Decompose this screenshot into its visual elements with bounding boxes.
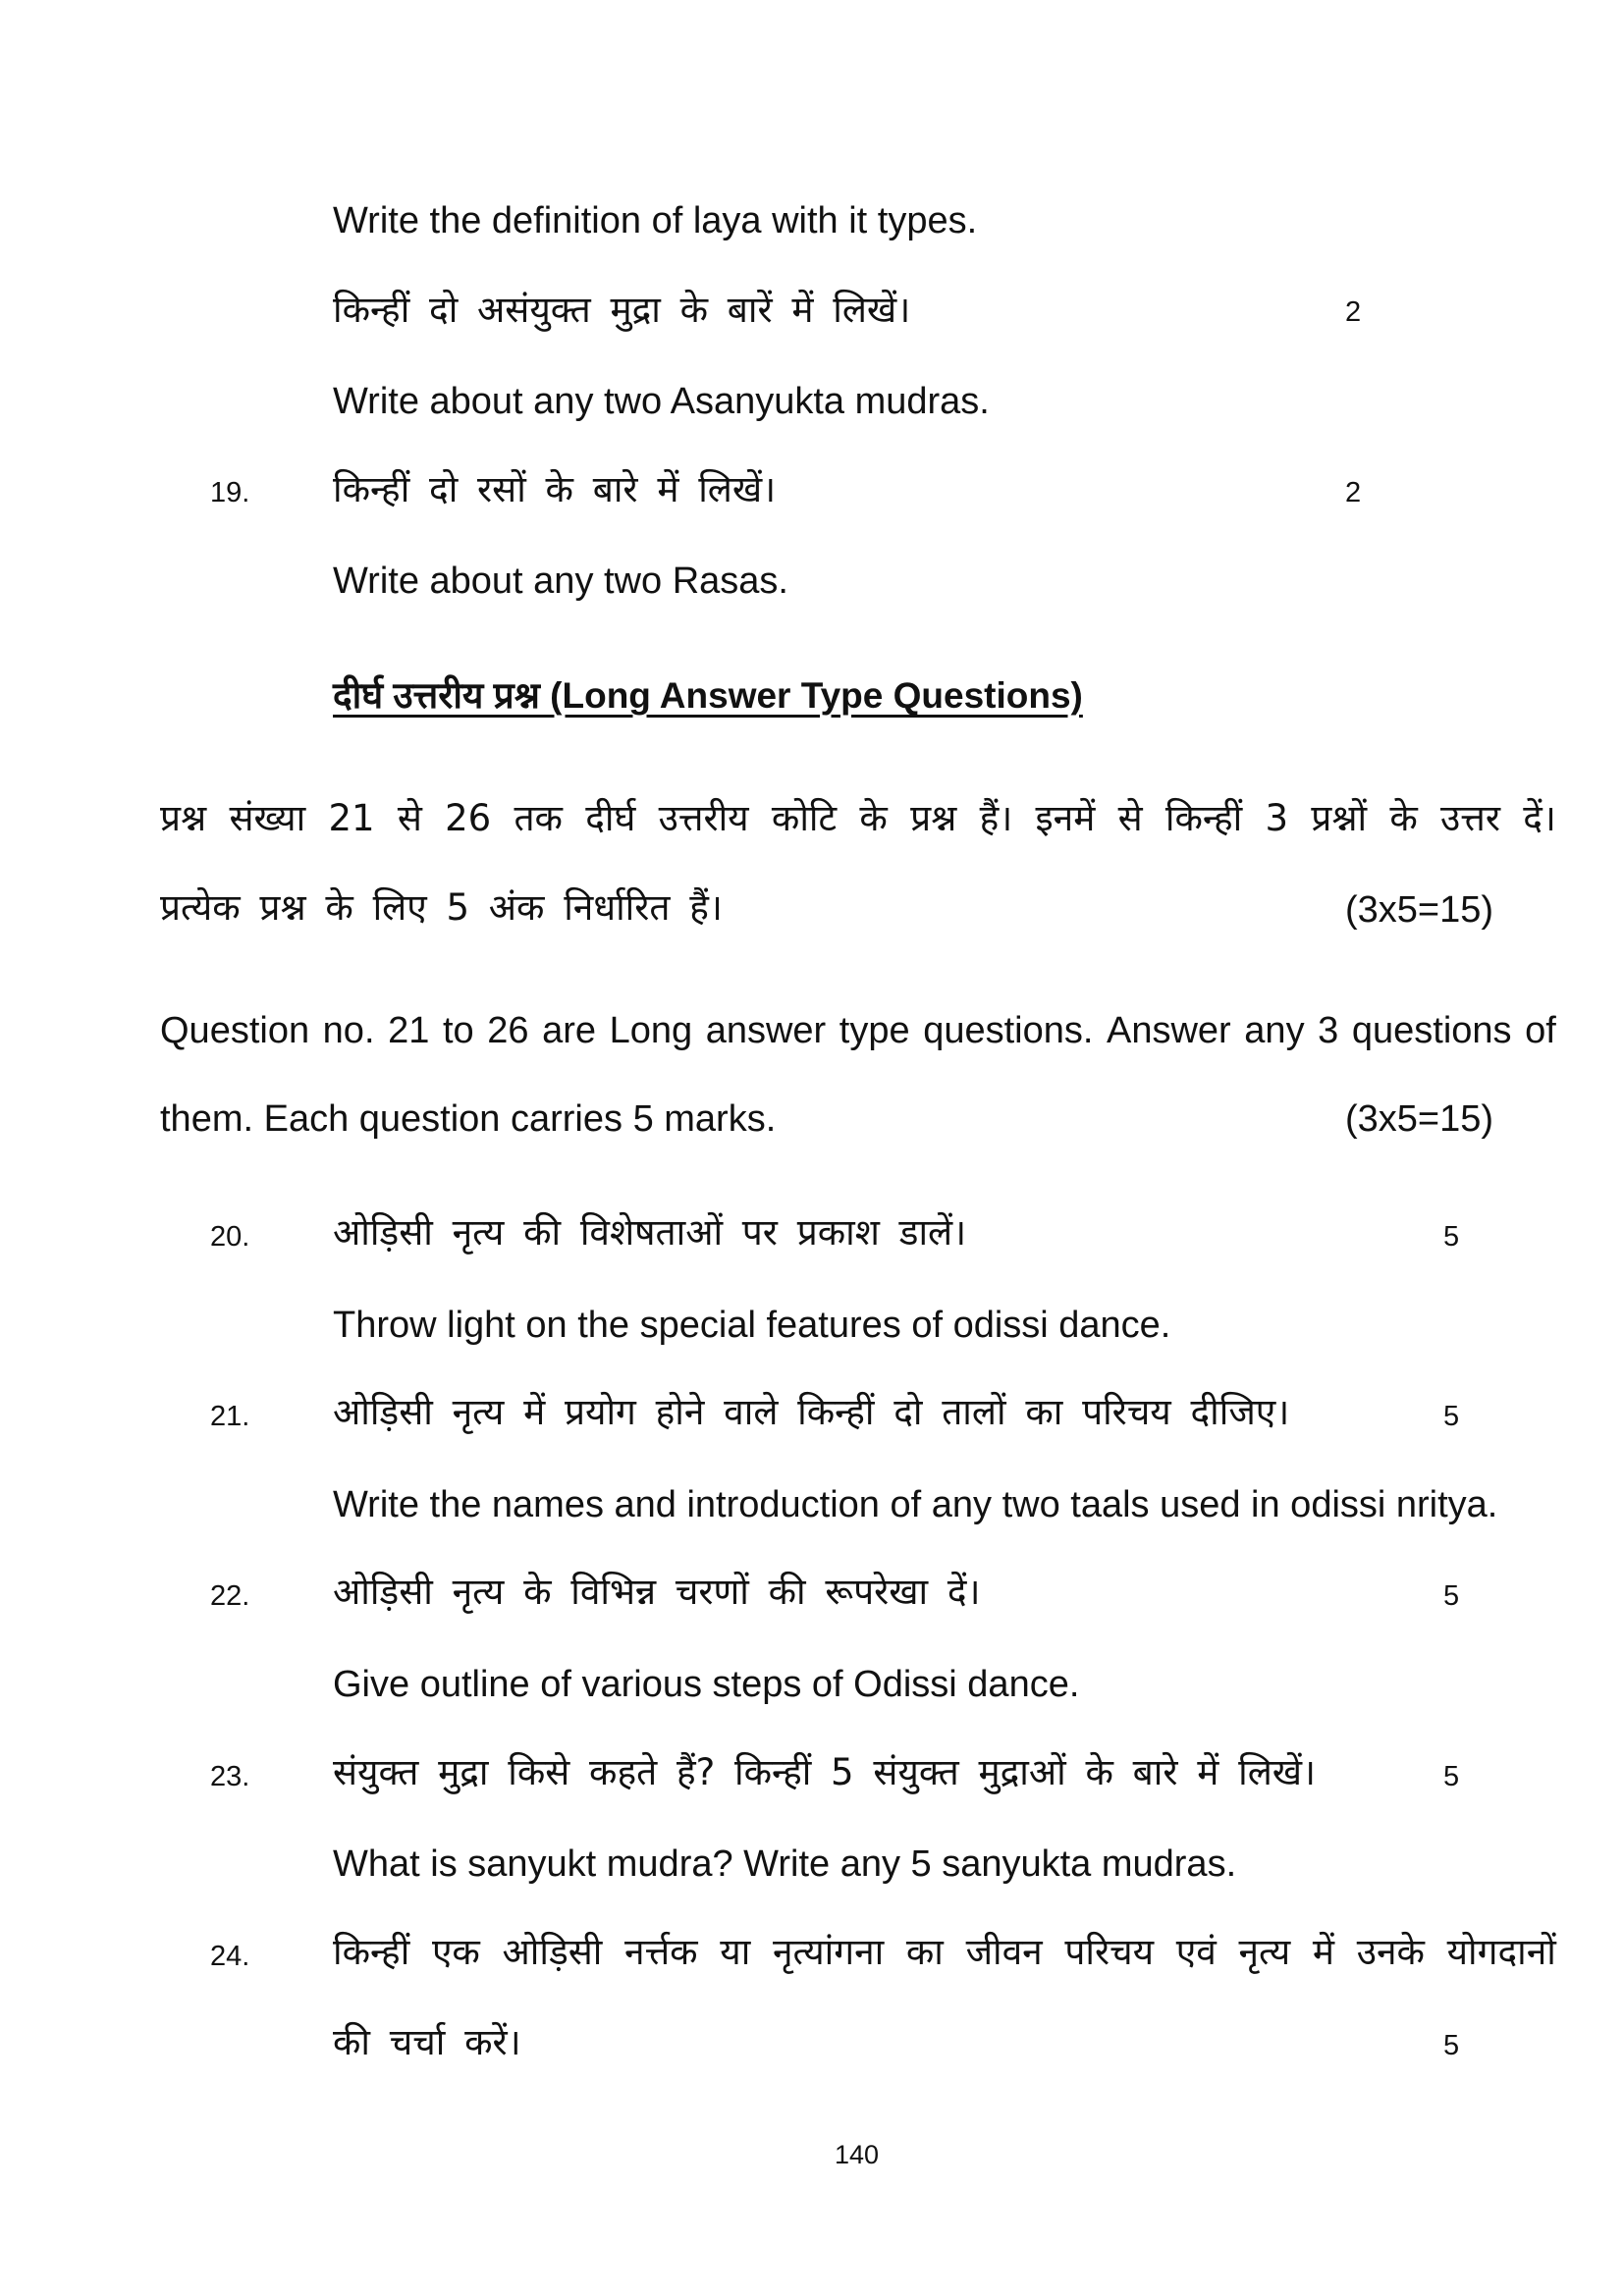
marks-asanyukta: 2 — [1345, 296, 1362, 328]
question-english-21: Write the names and introduction of any two taals used in odissi nritya. — [333, 1484, 1498, 1525]
instruction-hindi-total: (3x5=15) — [1345, 889, 1494, 931]
page-number: 140 — [835, 2140, 880, 2169]
question-hindi-22: ओड़िसी नृत्य के विभिन्न चरणों की रूपरेखा दें। — [333, 1571, 981, 1613]
instruction-hindi-line-2: प्रत्येक प्रश्न के लिए 5 अंक निर्धारित हैं। — [160, 886, 723, 929]
question-number-19: 19. — [210, 477, 250, 508]
question-english-22: Give outline of various steps of Odissi dance. — [333, 1664, 1080, 1705]
question-number-22: 22. — [210, 1580, 250, 1612]
question-english-23: What is sanyukt mudra? Write any 5 sanyukta mudras. — [333, 1843, 1237, 1885]
question-hindi-21: ओड़िसी नृत्य में प्रयोग होने वाले किन्हीं दो तालों का परिचय दीजिए। — [333, 1391, 1290, 1433]
question-number-23: 23. — [210, 1761, 250, 1792]
instruction-hindi-line-1: प्रश्न संख्या 21 से 26 तक दीर्घ उत्तरीय कोटि के प्रश्न हैं। इनमें से किन्हीं 3 प्रश्नों के उत्तर दें। — [160, 797, 1556, 839]
question-number-20: 20. — [210, 1221, 250, 1253]
question-number-24: 24. — [210, 1941, 250, 1972]
instruction-english-line-2: them. Each question carries 5 marks. — [160, 1098, 777, 1140]
question-hindi-24-line-1: किन्हीं एक ओड़िसी नर्त्तक या नृत्यांगना का जीवन परिचय एवं नृत्य में उनके योगदानों — [333, 1931, 1556, 1973]
marks-24: 5 — [1443, 2030, 1460, 2061]
marks-23: 5 — [1443, 1761, 1460, 1792]
question-english-laya: Write the definition of laya with it types. — [333, 200, 978, 241]
question-hindi-20: ओड़िसी नृत्य की विशेषताओं पर प्रकाश डालें। — [333, 1211, 967, 1254]
question-english-20: Throw light on the special features of odissi dance. — [333, 1305, 1171, 1346]
marks-21: 5 — [1443, 1401, 1460, 1432]
question-hindi-23: संयुक्त मुद्रा किसे कहते हैं? किन्हीं 5 संयुक्त मुद्राओं के बारे में लिखें। — [333, 1751, 1317, 1793]
instruction-english-total: (3x5=15) — [1345, 1098, 1494, 1140]
marks-22: 5 — [1443, 1580, 1460, 1612]
instruction-english-line-1: Question no. 21 to 26 are Long answer type questions. Answer any 3 questions of — [160, 1010, 1556, 1051]
marks-20: 5 — [1443, 1221, 1460, 1253]
section-heading: दीर्घ उत्तरीय प्रश्न (Long Answer Type Questions) — [333, 675, 1083, 716]
question-number-21: 21. — [210, 1401, 250, 1432]
question-english-asanyukta: Write about any two Asanyukta mudras. — [333, 381, 990, 422]
question-hindi-19: किन्हीं दो रसों के बारे में लिखें। — [333, 468, 777, 510]
question-hindi-24-line-2: की चर्चा करें। — [333, 2021, 521, 2063]
question-english-19: Write about any two Rasas. — [333, 561, 788, 602]
question-hindi-asanyukta: किन्हीं दो असंयुक्त मुद्रा के बारें में लिखें। — [333, 289, 911, 331]
marks-19: 2 — [1345, 477, 1362, 508]
